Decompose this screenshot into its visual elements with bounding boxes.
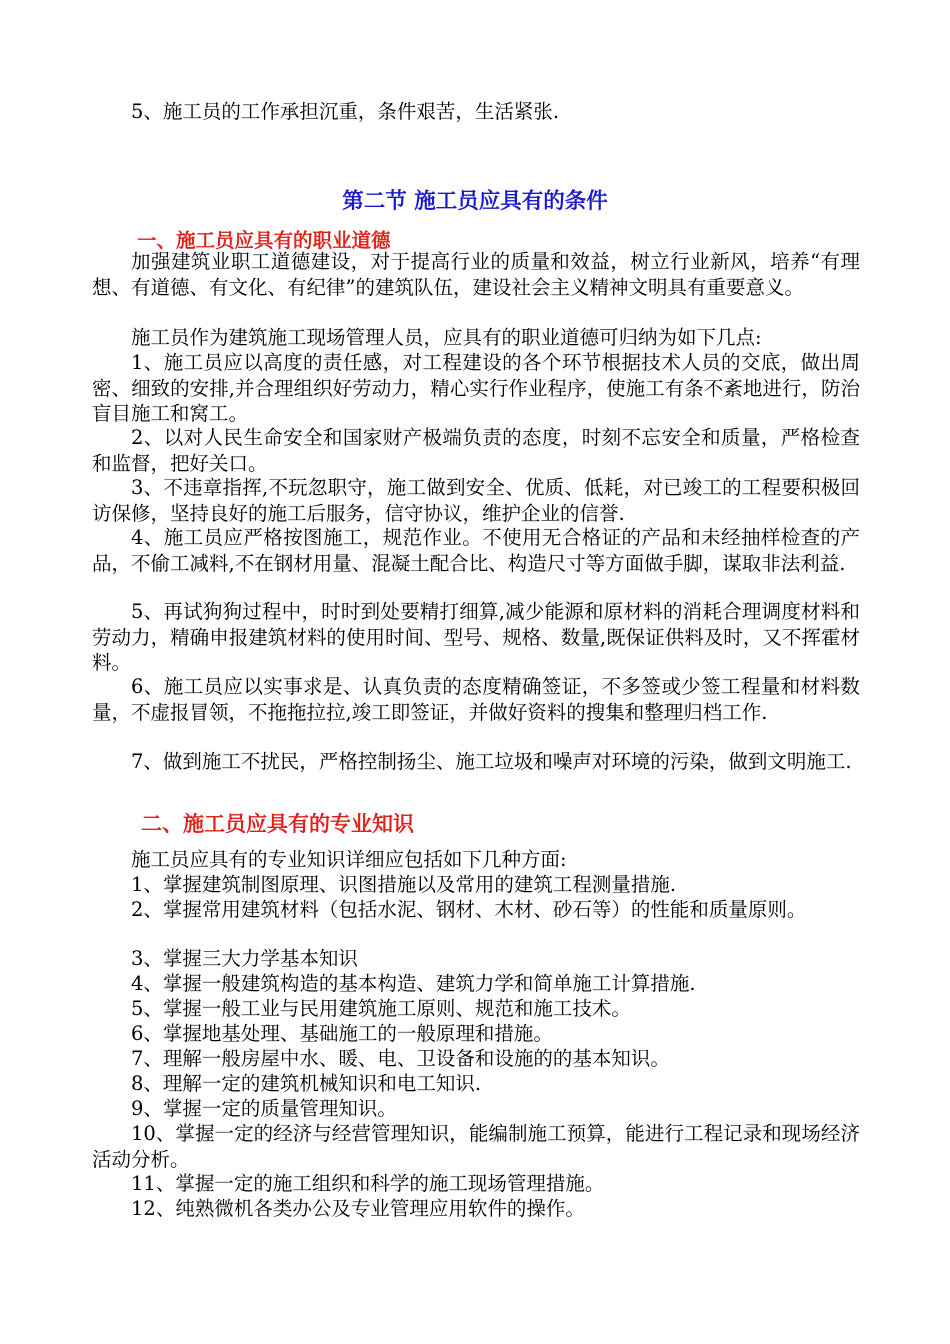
knowledge-item-2: 2、掌握常用建筑材料（包括水泥、钢材、木材、砂石等）的性能和质量原则。 [131, 898, 807, 921]
knowledge-item-11: 11、掌握一定的施工组织和科学的施工现场管理措施。 [131, 1172, 605, 1195]
ethics-item-7: 7、做到施工不扰民，严格控制扬尘、施工垃圾和噪声对环境的污染，做到文明施工. [131, 750, 852, 773]
knowledge-item-1: 1、掌握建筑制图原理、识图措施以及常用的建筑工程测量措施. [131, 873, 677, 896]
subheading-professional-ethics: 一、施工员应具有的职业道德 [137, 229, 391, 252]
knowledge-item-12: 12、纯熟微机各类办公及专业管理应用软件的操作。 [131, 1197, 585, 1220]
knowledge-item-5: 5、掌握一般工业与民用建筑施工原则、规范和施工技术。 [131, 997, 631, 1020]
section-title: 第二节 施工员应具有的条件 [342, 189, 608, 214]
ethics-item-4: 4、施工员应严格按图施工，规范作业。不使用无合格证的产品和未经抽样检查的产品，不偷工减料,不在钢材用量、混凝土配合比、构造尺寸等方面做手脚，谋取非法利益. [92, 526, 860, 575]
ethics-item-5: 5、再试狗狗过程中，时时到处要精打细算,减少能源和原材料的消耗合理调度材料和劳动力，精确申报建筑材料的使用时间、型号、规格、数量,既保证供料及时，又不挥霍材料。 [92, 600, 860, 674]
ethics-item-1: 1、施工员应以高度的责任感，对工程建设的各个环节根据技术人员的交底，做出周密、细致的安排,并合理组织好劳动力，精心实行作业程序，使施工有条不紊地进行，防治盲目施工和窝工。 [92, 351, 860, 425]
ethics-item-3: 3、不违章指挥,不玩忽职守，施工做到安全、优质、低耗，对已竣工的工程要积极回访保修，坚持良好的施工后服务，信守协议，维护企业的信誉. [92, 476, 860, 525]
knowledge-item-9: 9、掌握一定的质量管理知识。 [131, 1097, 397, 1120]
knowledge-item-6: 6、掌握地基处理、基础施工的一般原理和措施。 [131, 1022, 553, 1045]
knowledge-item-3: 3、掌握三大力学基本知识 [131, 947, 358, 970]
knowledge-item-7: 7、理解一般房屋中水、暖、电、卫设备和设施的的基本知识。 [131, 1047, 670, 1070]
ethics-paragraph-1: 加强建筑业职工道德建设，对于提高行业的质量和效益，树立行业新风，培养“有理想、有道德、有文化、有纪律”的建筑队伍，建设社会主义精神文明具有重要意义。 [92, 250, 860, 299]
subheading-professional-knowledge: 二、施工员应具有的专业知识 [141, 812, 414, 836]
top-list-item: 5、施工员的工作承担沉重，条件艰苦，生活紧张. [131, 100, 560, 123]
ethics-item-6: 6、施工员应以实事求是、认真负责的态度精确签证，不多签或少签工程量和材料数量，不虚报冒领，不拖拖拉拉,竣工即签证，并做好资料的搜集和整理归档工作. [92, 675, 860, 724]
knowledge-item-8: 8、理解一定的建筑机械知识和电工知识. [131, 1072, 482, 1095]
ethics-paragraph-2: 施工员作为建筑施工现场管理人员，应具有的职业道德可归纳为如下几点: [131, 326, 762, 349]
knowledge-item-4: 4、掌握一般建筑构造的基本构造、建筑力学和简单施工计算措施. [131, 972, 696, 995]
knowledge-item-10: 10、掌握一定的经济与经营管理知识，能编制施工预算，能进行工程记录和现场经济活动分析。 [92, 1122, 860, 1171]
knowledge-intro: 施工员应具有的专业知识详细应包括如下几种方面: [131, 848, 567, 871]
ethics-item-2: 2、以对人民生命安全和国家财产极端负责的态度，时刻不忘安全和质量，严格检查和监督，把好关口。 [92, 426, 860, 475]
